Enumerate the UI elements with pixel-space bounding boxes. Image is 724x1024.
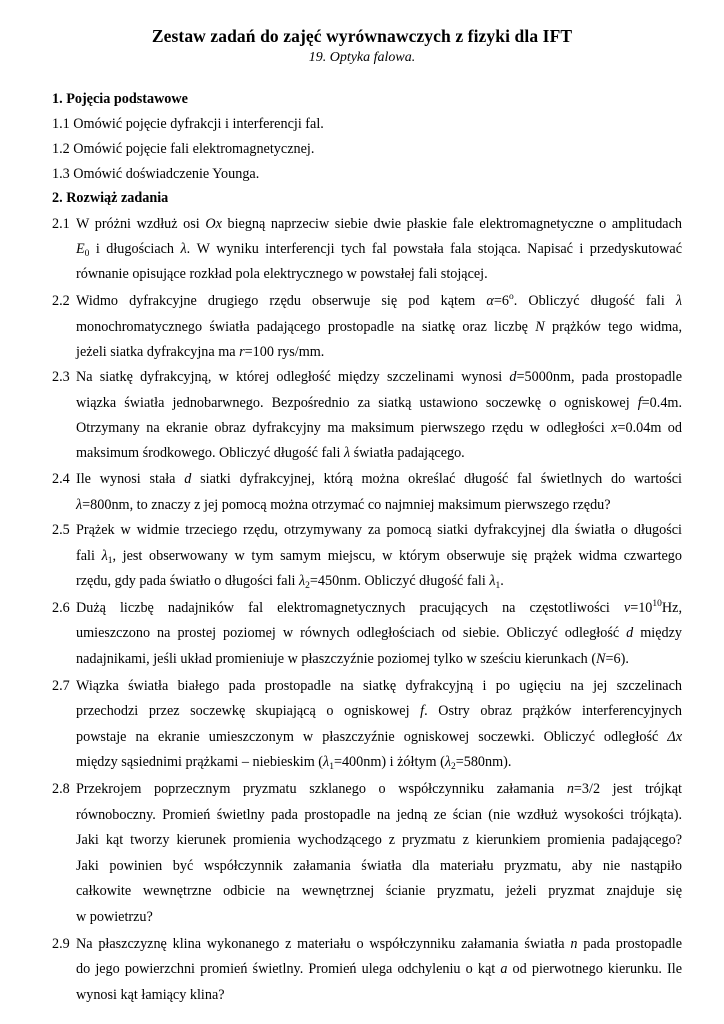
problem-2-5-line-3: rzędu, gdy pada światło o długości fali $\lambda_2=450nm$. Obliczyć długość fali $\lambda_1$. [76, 573, 504, 591]
problem-number: 2.3 [52, 369, 70, 385]
problem-2-5-line-2: fali $\lambda_1$, jest obserwowany w tym samym miejscu, w którym obserwuje się prążek widma czwartego [76, 548, 682, 566]
problem-2-2-line-3: jeżeli siatka dyfrakcyjna ma r=100 rys/mm. [76, 344, 325, 360]
list-item: 1.1 Omówić pojęcie dyfrakcji i interferencji fal. [52, 116, 324, 132]
problem-2-8-line-3: Jaki kąt tworzy kierunek promienia wychodzącego z pryzmatu z kierunkiem promienia padającego? [76, 832, 682, 848]
problem-number: 2.6 [52, 600, 70, 616]
problem-number: 2.7 [52, 678, 70, 694]
problem-2-8-line-5: całkowite wewnętrzne odbicie na wewnętrznej ścianie pryzmatu, jeżeli pryzmat znajduje się [76, 883, 682, 899]
section-heading-solve-problems: 2. Rozwiąż zadania [52, 190, 169, 206]
problem-2-2-line-2: monochromatycznego światła padającego prostopadle na siatkę oraz liczbę N prążków tego widma, [76, 319, 683, 335]
problem-2-1-line-3: równanie opisujące rozkład pola elektrycznego w powstałej fali stojącej. [76, 266, 488, 282]
document-title: Zestaw zadań do zajęć wyrównawczych z fizyki dla IFT [151, 26, 573, 46]
problem-2-6-line-1: Dużą liczbę nadajników fal elektromagnetycznych pracujących na częstotliwości $\nu=10^{10}Hz$, [76, 599, 682, 616]
problem-2-8-line-4: Jaki powinien być współczynnik załamania światła dla materiału pryzmatu, aby nie nastąpiło [76, 858, 682, 874]
problem-number: 2.5 [52, 522, 70, 538]
problem-2-8-line-6: w powietrzu? [76, 909, 153, 925]
problem-2-1-line-2: $E_0$ i długościach λ. W wyniku interferencji tych fal powstała fala stojąca. Napisać i przedyskutować [76, 241, 682, 259]
problem-2-8-line-1: Przekrojem poprzecznym pryzmatu szklanego o współczynniku załamania n=3/2 jest trójkąt [76, 781, 682, 797]
problem-2-9-line-3: wynosi kąt łamiący klina? [76, 987, 225, 1003]
problem-2-4-line-1: Ile wynosi stała d siatki dyfrakcyjnej, którą można określać długość fal świetlnych do wartości [76, 471, 683, 487]
problem-2-3-line-4: maksimum środkowego. Obliczyć długość fali λ światła padającego. [76, 445, 465, 461]
problem-2-7-line-2: przechodzi przez soczewkę skupiającą o ogniskowej f. Ostry obraz prążków interferencyjnych [76, 703, 682, 719]
problem-2-3-line-2: wiązka światła jednobarwnego. Bezpośrednio za siatką ustawiono soczewkę o ogniskowej f=0.4m. [76, 395, 682, 411]
problem-2-7-line-1: Wiązka światła białego pada prostopadle na siatkę dyfrakcyjną i po ugięciu na jej szczelinach [76, 678, 682, 694]
problem-number: 2.8 [52, 781, 70, 797]
problem-number: 2.4 [52, 471, 70, 487]
problem-2-9-line-2: do jego powierzchni promień świetlny. Promień ulega odchyleniu o kąt a od pierwotnego kierunku. Ile [76, 961, 683, 977]
problem-2-1-line-1: W próżni wzdłuż osi Ox biegną naprzeciw siebie dwie płaskie fale elektromagnetyczne o amplitudach [76, 216, 682, 232]
problem-2-6-line-3: nadajnikami, jeśli układ promieniuje w płaszczyźnie poziomej tylko w sześciu kierunkach (N=6). [76, 651, 629, 667]
problem-2-6-line-2: umieszczono na prostej poziomej w równych odległościach od siebie. Obliczyć odległość d między [76, 625, 682, 641]
list-item: 1.2 Omówić pojęcie fali elektromagnetycznej. [52, 141, 315, 157]
problem-2-8-line-2: równoboczny. Promień świetlny pada prostopadle na jedną ze ścian (nie wzdłuż wysokości trójkąta). [76, 807, 682, 823]
problem-number: 2.2 [52, 293, 70, 309]
document-subtitle: 19. Optyka falowa. [308, 50, 416, 65]
problem-number: 2.9 [52, 936, 70, 952]
section-heading-basic-concepts: 1. Pojęcia podstawowe [52, 91, 188, 107]
problem-2-5-line-1: Prążek w widmie trzeciego rzędu, otrzymywany za pomocą siatki dyfrakcyjnej dla światła o długości [76, 522, 682, 538]
problem-2-4-line-2: λ=800nm, to znaczy z jej pomocą można otrzymać co najmniej maksimum pierwszego rzędu? [76, 497, 611, 513]
problem-2-7-line-3: powstaje na ekranie umieszczonym w płaszczyźnie ogniskowej soczewki. Obliczyć odległość Δx [76, 729, 682, 745]
problem-2-9-line-1: Na płaszczyznę klina wykonanego z materiału o współczynniku załamania światła n pada prostopadle [76, 936, 682, 952]
problem-2-2-line-1: Widmo dyfrakcyjne drugiego rzędu obserwuje się pod kątem $\alpha=6^o$. Obliczyć długość fali λ [76, 292, 682, 309]
problem-2-3-line-1: Na siatkę dyfrakcyjną, w której odległość między szczelinami wynosi d=5000nm, pada prostopadle [76, 369, 682, 385]
problem-2-3-line-3: Otrzymany na ekranie obraz dyfrakcyjny ma maksimum pierwszego rzędu w odległości x=0.04m od [76, 420, 682, 436]
problem-number: 2.1 [52, 216, 70, 232]
problem-2-7-line-4: między sąsiednimi prążkami – niebieskim $(\lambda_1=400nm)$ i żółtym $(\lambda_2=580nm)$. [76, 754, 512, 772]
list-item: 1.3 Omówić doświadczenie Younga. [52, 166, 260, 182]
